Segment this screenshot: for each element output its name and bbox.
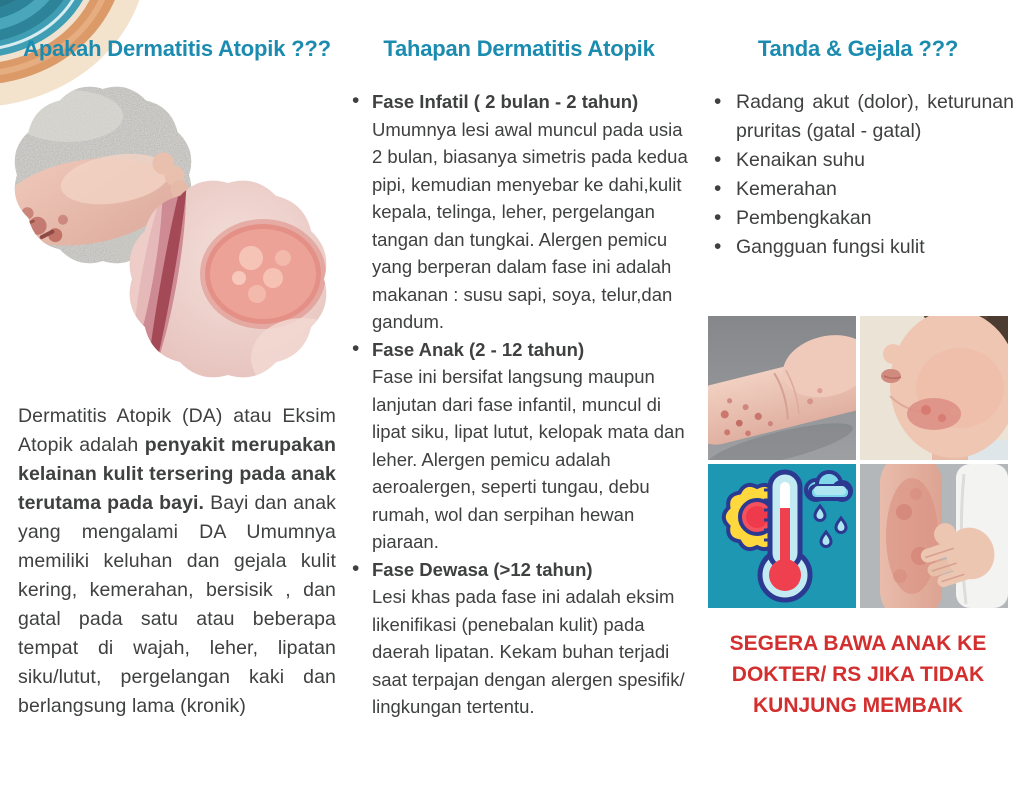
left-panel-title: Apakah Dermatitis Atopik ??? xyxy=(23,36,331,61)
phase-body: Lesi khas pada fase ini adalah eksim likenifikasi (penebalan kulit) pada daerah lipatan. Kekam buhan terjadi saat terpajan dengan alergen spesifik/ lingkungan tertentu. xyxy=(372,586,685,717)
left-panel xyxy=(18,36,336,721)
symptom-item: • Pembengkakan xyxy=(702,204,1014,233)
middle-panel xyxy=(350,36,688,721)
intro-rest-text: Bayi dan anak yang mengalami DA Umumnya memiliki keluhan dan gejala kulit kering, kemerahan, bersisik , dan gatal pada satu atau beberapa tempat di wajah, leher, lipatan siku/lutut, pergelangan kaki dan berlangsung lama (kronik) xyxy=(18,492,336,717)
symptom-item: • Gangguan fungsi kulit xyxy=(702,233,1014,262)
phase-title: • Fase Dewasa (>12 tahun) xyxy=(372,558,593,580)
phase-body: Fase ini bersifat langsung maupun lanjutan dari fase infantil, muncul di lipat siku, lipat lutut, kelopak mata dan leher. Alergen pemicu adalah aeroalergen, seperti tungau, debu rumah, wol dan serpihan hewan piaraan. xyxy=(372,366,685,552)
arm-scratch-photo xyxy=(860,464,1008,608)
phase-item-infantil xyxy=(350,88,688,336)
symptom-photo-grid xyxy=(708,316,1012,608)
symptom-item: • Radang akut (dolor), keturunan pruritas (gatal - gatal) xyxy=(702,88,1014,146)
phase-body: Umumnya lesi awal muncul pada usia 2 bulan, biasanya simetris pada kedua pipi, kemudian menyebar ke dahi,kulit kepala, telinga, leher, pergelangan tangan dan tungkai. Alergen pemicu yang berperan dalam fase ini adalah makanan : susu sapi, soya, telur,dan gandum. xyxy=(372,118,688,332)
phase-item-dewasa xyxy=(350,556,688,721)
thermometer-icon xyxy=(760,472,810,600)
phase-title: • Fase Infatil ( 2 bulan - 2 tahun) xyxy=(372,91,639,112)
child-face-rash-photo xyxy=(860,316,1008,460)
phase-list xyxy=(350,88,688,721)
phase-item-anak xyxy=(350,336,688,556)
symptom-item: • Kenaikan suhu xyxy=(702,146,1014,175)
eczema-closeup-photo xyxy=(111,166,345,396)
symptom-list xyxy=(702,88,1014,262)
intro-text: Dermatitis Atopik (DA) atau Eksim Atopik adalah xyxy=(18,405,336,456)
intro-bold-text: penyakit merupakan kelainan kulit tersering pada anak terutama pada bayi. xyxy=(18,434,336,514)
alert-text: SEGERA BAWA ANAK KE DOKTER/ RS JIKA TIDAK KUNJUNG MEMBAIK xyxy=(729,632,987,717)
photo-collage xyxy=(18,84,336,396)
wrist-rash-photo xyxy=(708,316,856,460)
right-panel xyxy=(702,36,1014,721)
middle-panel-title: Tahapan Dermatitis Atopik xyxy=(383,36,655,61)
phase-title: • Fase Anak (2 - 12 tahun) xyxy=(372,338,585,360)
intro-paragraph xyxy=(18,402,336,721)
symptom-item: • Kemerahan xyxy=(702,175,1014,204)
right-panel-title: Tanda & Gejala ??? xyxy=(757,36,959,61)
temperature-weather-illustration xyxy=(708,464,856,608)
